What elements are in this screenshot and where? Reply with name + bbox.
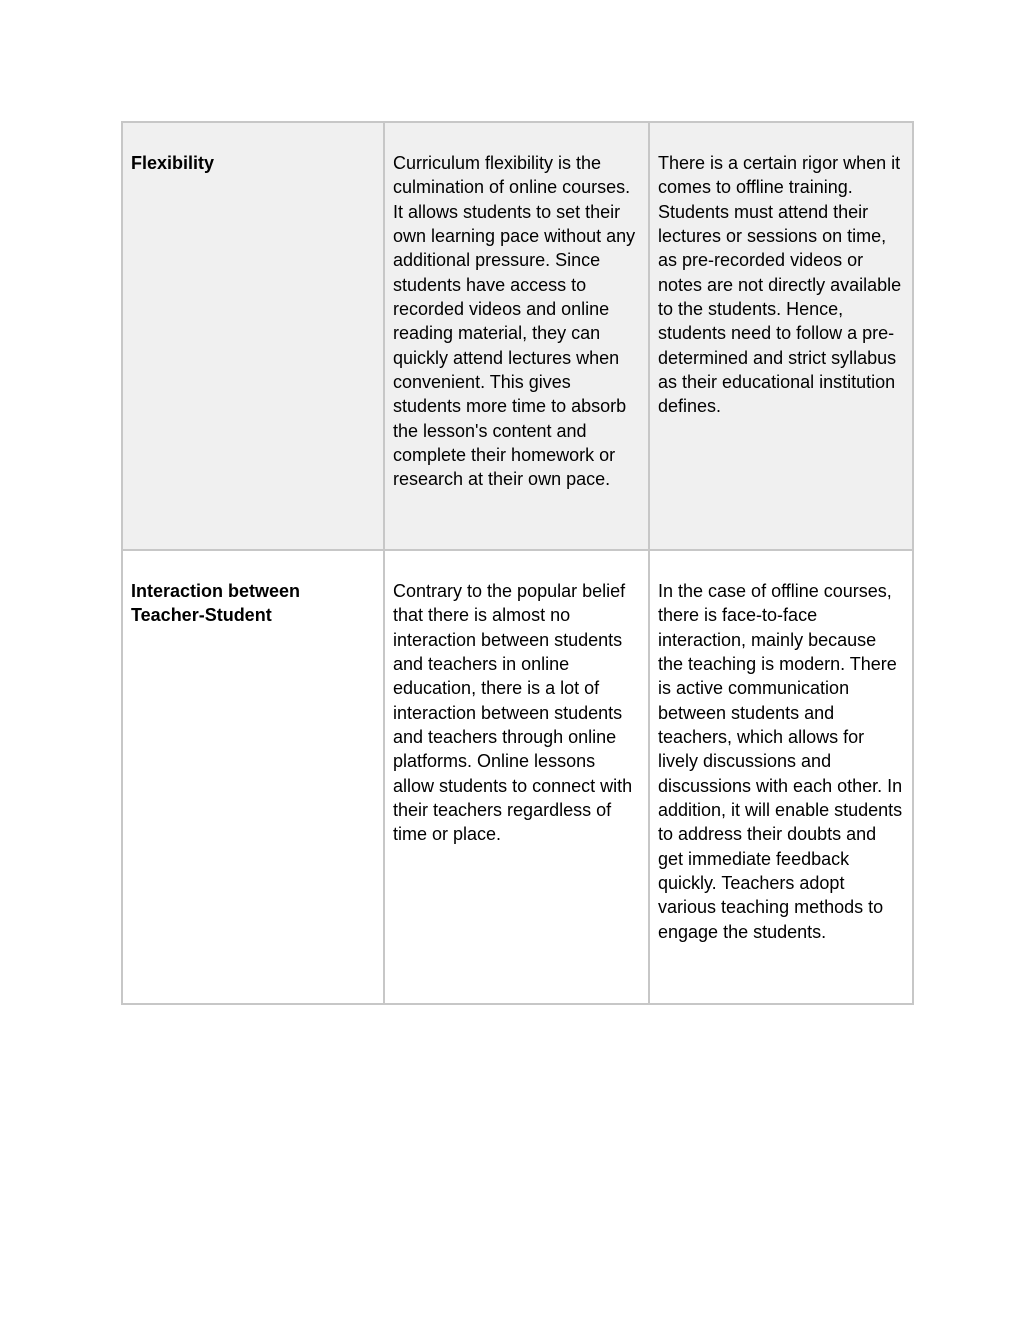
offline-description-cell: In the case of offline courses, there is face-to-face interaction, mainly because the teaching is modern. There is active communication between students and teachers, which allows for lively discussions and discussions with each other. In addition, it will enable students to address their doubts and get immediate feedback quickly. Teachers adopt various teaching methods to engage the students. bbox=[649, 550, 913, 1004]
row-label-cell: Flexibility bbox=[122, 122, 384, 550]
row-label-cell: Interaction between Teacher-Student bbox=[122, 550, 384, 1004]
online-description-cell: Contrary to the popular belief that there is almost no interaction between students and teachers in online education, there is a lot of interaction between students and teachers through online platforms. Online lessons allow students to connect with their teachers regardless of time or place. bbox=[384, 550, 649, 1004]
online-description-cell: Curriculum flexibility is the culmination of online courses. It allows students to set their own learning pace without any additional pressure. Since students have access to recorded videos and online reading material, they can quickly attend lectures when convenient. This gives students more time to absorb the lesson's content and complete their homework or research at their own pace. bbox=[384, 122, 649, 550]
offline-description-cell: There is a certain rigor when it comes to offline training. Students must attend their lectures or sessions on time, as pre-recorded videos or notes are not directly available to the students. Hence, students need to follow a pre-determined and strict syllabus as their educational institution defines. bbox=[649, 122, 913, 550]
comparison-table bbox=[121, 121, 914, 1005]
table-row-interaction bbox=[122, 550, 913, 1004]
table-row-flexibility bbox=[122, 122, 913, 550]
